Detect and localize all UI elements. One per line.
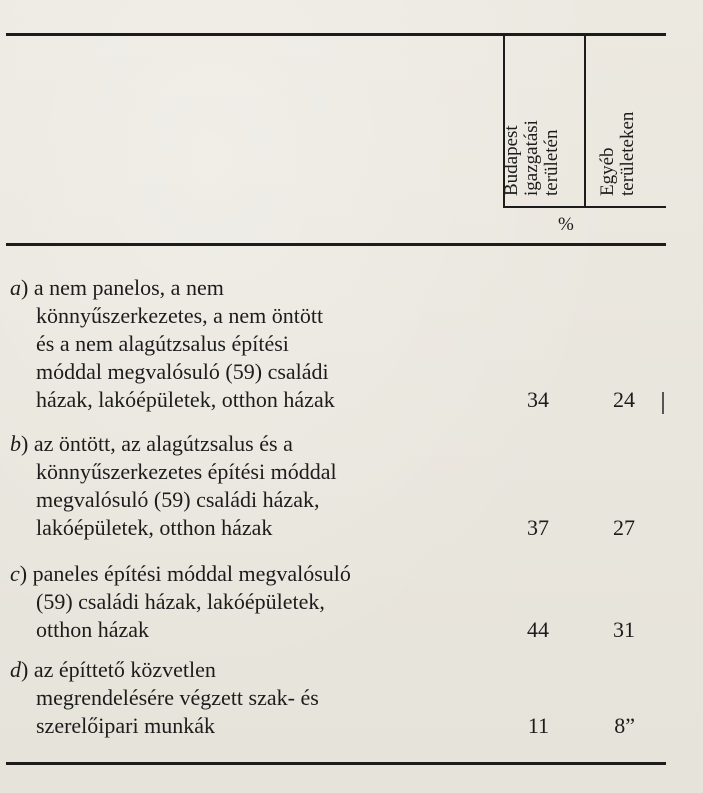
header-unit-rule xyxy=(503,206,666,208)
margin-tick xyxy=(662,392,664,414)
header-bottom-rule xyxy=(6,243,666,246)
row-marker: c ) xyxy=(10,561,27,586)
column-header-egyeb-line: Egyéb xyxy=(597,147,618,196)
row-text: könnyűszerkezetes, a nem öntött xyxy=(36,303,324,328)
row-marker: b ) xyxy=(10,431,28,456)
column-divider-2 xyxy=(584,36,586,208)
value-budapest: 37 xyxy=(527,515,549,540)
column-header-egyeb xyxy=(598,112,638,196)
value-egyeb: 8” xyxy=(614,713,635,738)
value-budapest: 44 xyxy=(527,617,549,642)
row-text: móddal megvalósuló (59) családi xyxy=(36,359,329,384)
row-text: az építtető közvetlen xyxy=(33,657,216,682)
column-header-budapest-line: igazgatási xyxy=(521,120,542,196)
column-header-budapest-line: Budapest xyxy=(501,125,522,196)
row-text: lakóépületek, otthon házak xyxy=(36,515,273,540)
value-egyeb: 27 xyxy=(613,515,635,540)
row-text: a nem panelos, a nem xyxy=(33,275,224,300)
row-text: házak, lakóépületek, otthon házak xyxy=(36,387,335,412)
row-text: szerelőipari munkák xyxy=(36,713,215,738)
value-egyeb: 31 xyxy=(613,617,635,642)
bottom-rule xyxy=(6,762,666,765)
row-text: könnyűszerkezetes építési móddal xyxy=(36,459,337,484)
row-text: paneles építési móddal megvalósuló xyxy=(32,561,351,586)
column-header-budapest xyxy=(502,120,562,196)
table-row-b xyxy=(10,430,337,542)
row-text: és a nem alagútzsalus építési xyxy=(36,331,289,356)
row-marker: d ) xyxy=(10,657,28,682)
value-budapest: 11 xyxy=(527,713,549,738)
row-text: (59) családi házak, lakóépületek, xyxy=(36,589,325,614)
row-text: az öntött, az alagútzsalus és a xyxy=(33,431,293,456)
row-text: otthon házak xyxy=(36,617,150,642)
unit-label: % xyxy=(558,214,574,235)
row-first-line xyxy=(10,274,335,302)
column-header-budapest-line: területén xyxy=(541,129,562,196)
row-first-line xyxy=(10,430,337,458)
row-text: megrendelésére végzett szak- és xyxy=(36,685,319,710)
table-row-a xyxy=(10,274,335,414)
value-egyeb: 24 xyxy=(613,387,635,412)
column-header-egyeb-line: területeken xyxy=(617,111,638,196)
row-text: megvalósuló (59) családi házak, xyxy=(36,487,320,512)
row-first-line xyxy=(10,560,351,588)
row-marker: a ) xyxy=(10,275,28,300)
top-rule xyxy=(6,33,666,36)
table-row-c xyxy=(10,560,351,644)
table-row-d xyxy=(10,656,319,740)
value-budapest: 34 xyxy=(527,387,549,412)
row-first-line xyxy=(10,656,319,684)
